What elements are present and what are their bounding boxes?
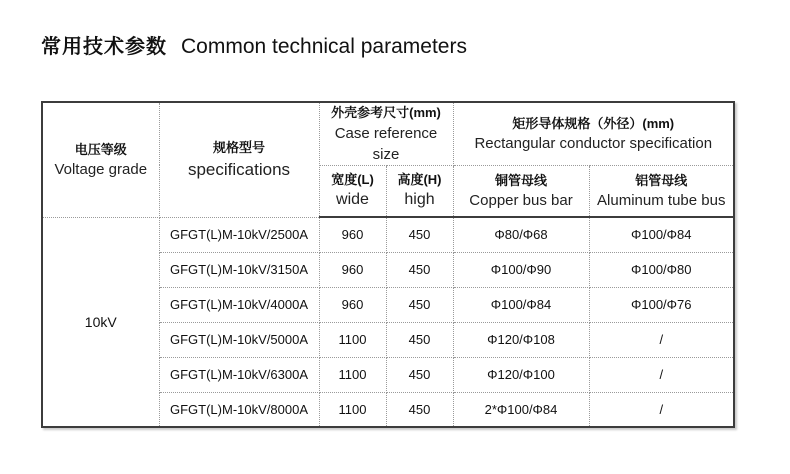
- header-wide: [319, 165, 386, 217]
- copper-bus-value: 2*Φ100/Φ84: [453, 392, 589, 427]
- spec-model: GFGT(L)M-10kV/6300A: [159, 357, 319, 392]
- header-case-reference-size: [319, 102, 453, 165]
- header-copper-bus-bar-zh: 铜管母线: [494, 172, 547, 188]
- header-rectangular-conductor-en: Rectangular conductor specification: [474, 135, 713, 152]
- aluminum-bus-value: Φ100/Φ76: [589, 287, 734, 322]
- aluminum-bus-value: /: [589, 322, 734, 357]
- technical-parameters-table: [41, 101, 735, 428]
- spec-model: GFGT(L)M-10kV/8000A: [159, 392, 319, 427]
- header-voltage-grade-en: Voltage grade: [54, 161, 148, 178]
- copper-bus-value: Φ100/Φ90: [453, 252, 589, 287]
- header-case-reference-size-zh: 外壳参考尺寸(mm): [331, 105, 441, 120]
- page-title: [41, 30, 467, 59]
- high-value: 450: [386, 252, 453, 287]
- voltage-grade-value: 10kV: [42, 217, 159, 427]
- header-aluminum-tube-bus-zh: 铝管母线: [635, 172, 688, 188]
- header-high: [386, 165, 453, 217]
- table-row: [42, 217, 734, 252]
- wide-value: 1100: [319, 392, 386, 427]
- spec-model: GFGT(L)M-10kV/3150A: [159, 252, 319, 287]
- copper-bus-value: Φ100/Φ84: [453, 287, 589, 322]
- header-high-en: high: [404, 191, 435, 209]
- header-copper-bus-bar: [453, 165, 589, 217]
- high-value: 450: [386, 287, 453, 322]
- header-specifications-en: specifications: [187, 159, 291, 179]
- wide-value: 1100: [319, 357, 386, 392]
- wide-value: 960: [319, 287, 386, 322]
- copper-bus-value: Φ80/Φ68: [453, 217, 589, 252]
- header-aluminum-tube-bus: [589, 165, 734, 217]
- header-specifications: [159, 102, 319, 217]
- header-voltage-grade: [42, 102, 159, 217]
- header-rectangular-conductor: [453, 102, 734, 165]
- wide-value: 960: [319, 217, 386, 252]
- wide-value: 1100: [319, 322, 386, 357]
- header-specifications-zh: 规格型号: [212, 140, 265, 156]
- high-value: 450: [386, 217, 453, 252]
- header-voltage-grade-zh: 电压等级: [74, 141, 127, 157]
- aluminum-bus-value: /: [589, 392, 734, 427]
- header-row-top: [42, 102, 734, 165]
- page-title-en: Common technical parameters: [181, 35, 467, 58]
- header-high-zh: 高度(H): [397, 171, 442, 187]
- spec-model: GFGT(L)M-10kV/2500A: [159, 217, 319, 252]
- aluminum-bus-value: Φ100/Φ84: [589, 217, 734, 252]
- aluminum-bus-value: Φ100/Φ80: [589, 252, 734, 287]
- high-value: 450: [386, 322, 453, 357]
- header-case-reference-size-en: Case reference size: [334, 124, 438, 163]
- header-rectangular-conductor-zh: 矩形导体规格（外径）(mm): [512, 115, 675, 131]
- copper-bus-value: Φ120/Φ100: [453, 357, 589, 392]
- spec-model: GFGT(L)M-10kV/5000A: [159, 322, 319, 357]
- header-copper-bus-bar-en: Copper bus bar: [469, 192, 573, 209]
- wide-value: 960: [319, 252, 386, 287]
- header-aluminum-tube-bus-en: Aluminum tube bus: [597, 192, 726, 209]
- header-wide-en: wide: [336, 191, 369, 209]
- high-value: 450: [386, 357, 453, 392]
- spec-model: GFGT(L)M-10kV/4000A: [159, 287, 319, 322]
- high-value: 450: [386, 392, 453, 427]
- header-wide-zh: 宽度(L): [331, 171, 374, 187]
- copper-bus-value: Φ120/Φ108: [453, 322, 589, 357]
- page-title-zh: 常用技术参数: [41, 36, 167, 58]
- aluminum-bus-value: /: [589, 357, 734, 392]
